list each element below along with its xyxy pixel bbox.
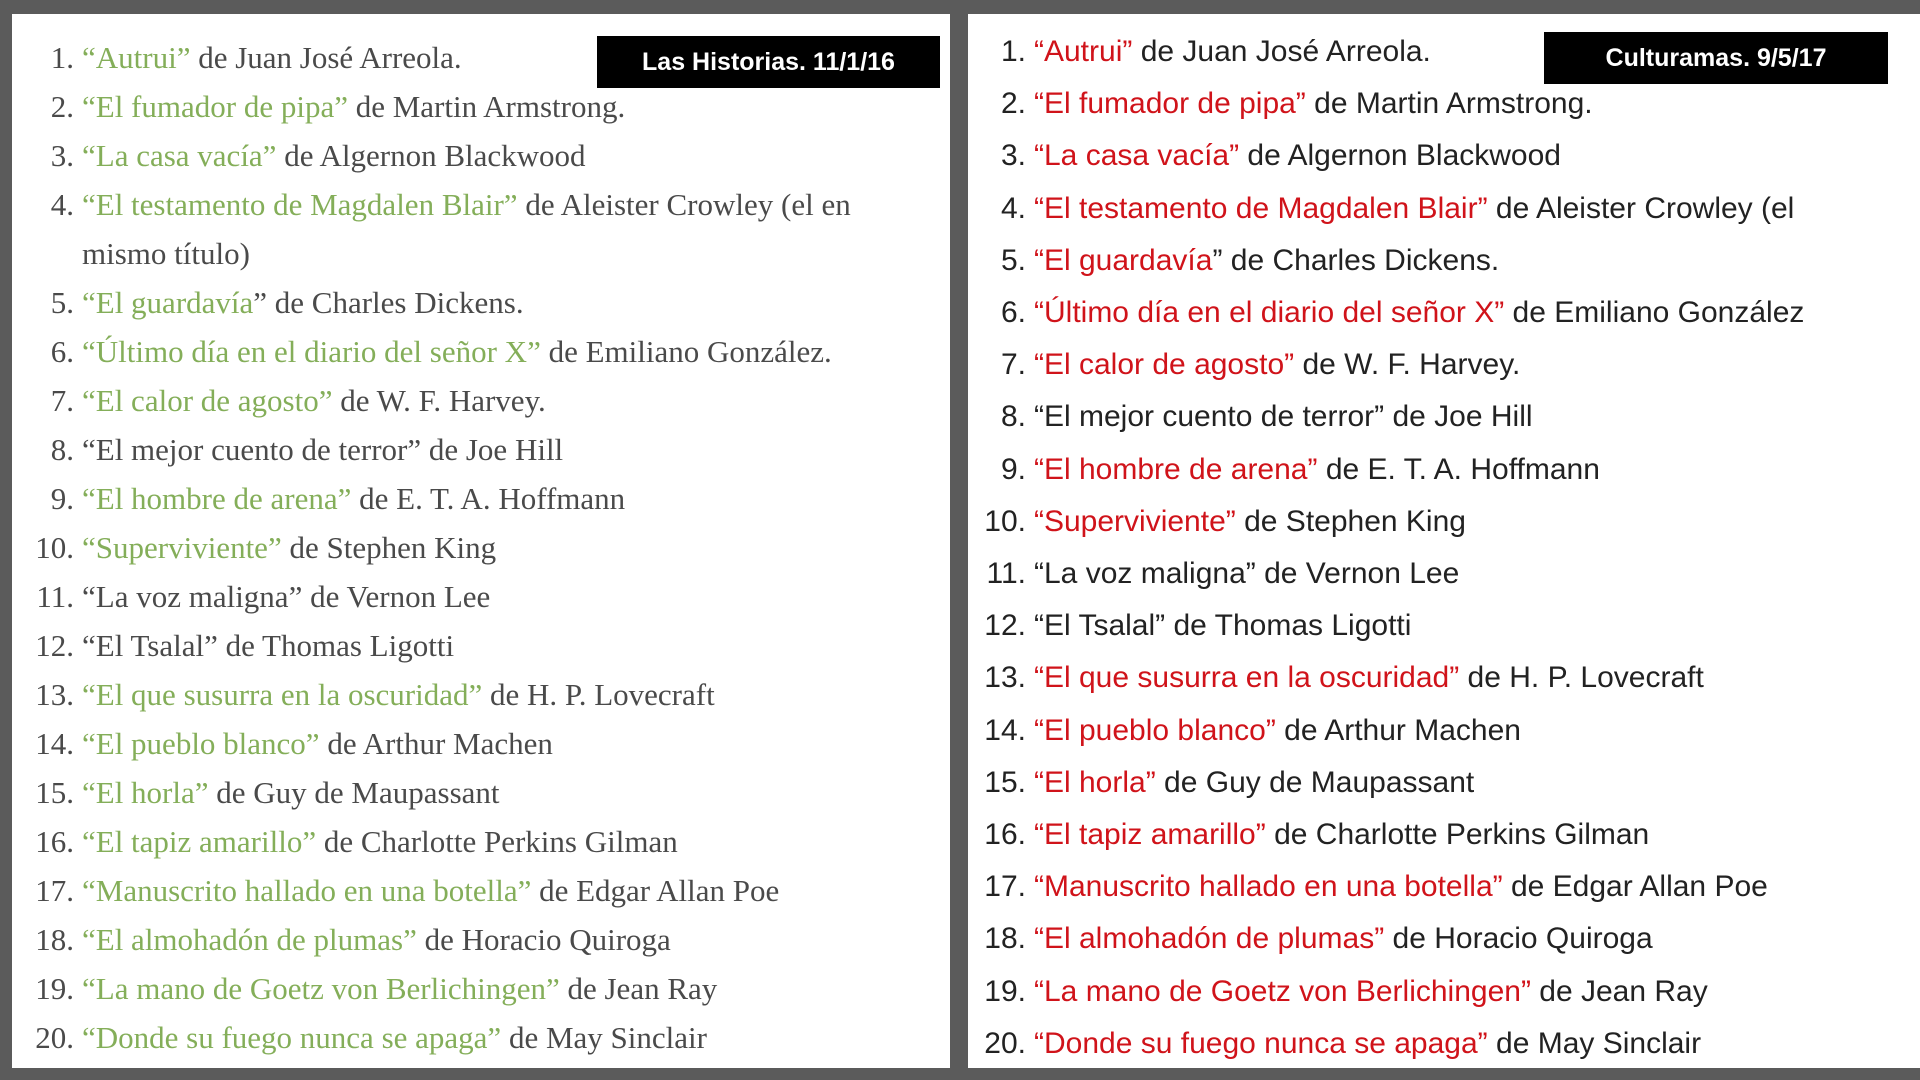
source-badge: Las Historias. 11/1/16	[597, 36, 940, 88]
list-item	[12, 719, 950, 768]
list-item	[12, 278, 950, 327]
item-number: 4.	[50, 187, 74, 222]
list-item	[12, 866, 950, 915]
item-number: 13.	[984, 661, 1026, 695]
story-title: “El fumador de pipa”	[82, 89, 348, 124]
list-item	[968, 809, 1920, 861]
list-item	[12, 915, 950, 964]
list-item	[12, 474, 950, 523]
story-author: de Algernon Blackwood	[276, 138, 586, 173]
story-author: de Vernon Lee	[302, 579, 491, 614]
list-item	[12, 376, 950, 425]
story-author: de E. T. A. Hoffmann	[1317, 452, 1600, 486]
story-author: ” de Charles Dickens.	[253, 285, 524, 320]
list-item	[12, 523, 950, 572]
story-author: de Aleister Crowley (el	[1487, 191, 1795, 225]
item-number: 15.	[35, 775, 74, 810]
item-number: 9.	[1000, 452, 1026, 486]
item-number: 14.	[984, 713, 1026, 747]
story-title: “La voz maligna”	[82, 579, 303, 614]
story-title: “Donde su fuego nunca se apaga”	[82, 1020, 502, 1055]
story-title: “El mejor cuento de terror”	[82, 432, 422, 467]
item-number: 18.	[984, 922, 1026, 956]
item-number: 6.	[50, 334, 74, 369]
story-author: de Emiliano González	[1504, 296, 1805, 330]
story-title: “Último día en el diario del señor X”	[82, 334, 541, 369]
story-author: de Arthur Machen	[1275, 713, 1521, 747]
story-title: “Manuscrito hallado en una botella”	[1034, 870, 1503, 904]
item-number: 18.	[35, 922, 74, 957]
list-item	[968, 913, 1920, 965]
item-number: 8.	[1000, 400, 1026, 434]
story-author: de Guy de Maupassant	[1155, 765, 1475, 799]
story-author: de H. P. Lovecraft	[482, 677, 715, 712]
item-number: 11.	[36, 579, 74, 614]
story-title: “El que susurra en la oscuridad”	[82, 677, 483, 712]
story-author: de Horacio Quiroga	[1384, 922, 1653, 956]
list-item	[968, 966, 1920, 1018]
item-number: 10.	[35, 530, 74, 565]
story-title: “Autrui”	[82, 40, 191, 75]
story-title: “El horla”	[1034, 765, 1156, 799]
item-number: 11.	[986, 557, 1026, 591]
story-title: “El que susurra en la oscuridad”	[1034, 661, 1460, 695]
list-item	[12, 425, 950, 474]
list-item	[968, 287, 1920, 339]
story-author: de W. F. Harvey.	[332, 383, 546, 418]
story-title: “Autrui”	[1034, 35, 1133, 68]
source-badge: Culturamas. 9/5/17	[1544, 32, 1888, 84]
story-author-continuation: mismo título)	[82, 236, 250, 271]
item-number: 1.	[50, 40, 74, 75]
item-number: 15.	[984, 765, 1026, 799]
story-title: “El hombre de arena”	[1034, 452, 1318, 486]
story-author: de Arthur Machen	[319, 726, 553, 761]
item-number: 5.	[50, 285, 74, 320]
story-title: “Superviviente”	[1034, 504, 1236, 538]
story-author: de Algernon Blackwood	[1239, 139, 1561, 173]
list-item	[12, 82, 950, 131]
story-author: de Stephen King	[1235, 504, 1466, 538]
story-title: “El pueblo blanco”	[1034, 713, 1276, 747]
item-number: 17.	[35, 873, 74, 908]
story-author: de Stephen King	[281, 530, 497, 565]
story-author: de Horacio Quiroga	[416, 922, 671, 957]
item-number: 3.	[1000, 139, 1026, 173]
story-author: de W. F. Harvey.	[1294, 348, 1521, 382]
story-author: de Juan José Arreola.	[190, 40, 462, 75]
item-number: 8.	[50, 432, 74, 467]
list-item	[968, 444, 1920, 496]
item-number: 16.	[35, 824, 74, 859]
story-author: de Juan José Arreola.	[1132, 35, 1431, 68]
item-number: 12.	[35, 628, 74, 663]
list-item	[968, 600, 1920, 652]
story-title: “El hombre de arena”	[82, 481, 352, 516]
list-item	[12, 964, 950, 1013]
story-title: “Donde su fuego nunca se apaga”	[1034, 1026, 1488, 1060]
item-number: 3.	[50, 138, 74, 173]
story-title: “La mano de Goetz von Berlichingen”	[82, 971, 560, 1006]
story-author: de Aleister Crowley (el en	[517, 187, 851, 222]
list-item	[12, 621, 950, 670]
list-item	[12, 1013, 950, 1062]
list-item	[12, 327, 950, 376]
list-item	[12, 131, 950, 180]
story-title: “Superviviente”	[82, 530, 282, 565]
story-title: “El tapiz amarillo”	[1034, 818, 1266, 852]
item-number: 4.	[1000, 191, 1026, 225]
item-number: 10.	[984, 504, 1026, 538]
story-author: de Martin Armstrong.	[347, 89, 626, 124]
story-title: “La voz maligna”	[1034, 557, 1256, 591]
story-author: de Edgar Allan Poe	[1502, 870, 1768, 904]
item-number: 19.	[984, 974, 1026, 1008]
story-author: de Vernon Lee	[1255, 557, 1460, 591]
item-number: 9.	[50, 481, 74, 516]
list-item	[968, 183, 1920, 235]
story-author: de Edgar Allan Poe	[531, 873, 780, 908]
story-list	[12, 33, 950, 1062]
item-number: 20.	[35, 1020, 74, 1055]
list-item	[968, 705, 1920, 757]
story-title: “El horla”	[82, 775, 209, 810]
story-title: “El fumador de pipa”	[1034, 87, 1306, 121]
list-item	[12, 670, 950, 719]
story-title: “El mejor cuento de terror”	[1034, 400, 1385, 434]
story-title: “El almohadón de plumas”	[1034, 922, 1385, 956]
item-number: 2.	[1000, 87, 1026, 121]
item-number: 7.	[1000, 348, 1026, 382]
item-number: 7.	[50, 383, 74, 418]
story-author: de Martin Armstrong.	[1305, 87, 1593, 121]
story-list	[968, 26, 1920, 1068]
story-title: “El almohadón de plumas”	[82, 922, 417, 957]
story-author: de Joe Hill	[421, 432, 564, 467]
story-title: “La casa vacía”	[1034, 139, 1240, 173]
story-title: “El Tsalal”	[82, 628, 218, 663]
list-item	[968, 548, 1920, 600]
item-number: 16.	[984, 818, 1026, 852]
story-author: de Charlotte Perkins Gilman	[316, 824, 678, 859]
story-title: “El calor de agosto”	[1034, 348, 1295, 382]
story-author: de Emiliano González.	[540, 334, 832, 369]
list-item	[12, 572, 950, 621]
right-panel-culturamas	[968, 14, 1920, 1068]
story-title: “La mano de Goetz von Berlichingen”	[1034, 974, 1531, 1008]
story-author: de E. T. A. Hoffmann	[351, 481, 626, 516]
list-item	[968, 652, 1920, 704]
item-number: 6.	[1000, 296, 1026, 330]
item-number: 12.	[984, 609, 1026, 643]
story-author: de Thomas Ligotti	[217, 628, 455, 663]
item-number: 5.	[1000, 243, 1026, 277]
story-title: “El tapiz amarillo”	[82, 824, 317, 859]
story-title: “Último día en el diario del señor X”	[1034, 296, 1505, 330]
list-item	[968, 235, 1920, 287]
list-item	[968, 78, 1920, 130]
story-title: “El guardavía	[1034, 243, 1213, 277]
list-item	[968, 496, 1920, 548]
story-author: de Jean Ray	[1530, 974, 1708, 1008]
story-title: “El guardavía	[82, 285, 254, 320]
story-title: “Manuscrito hallado en una botella”	[82, 873, 532, 908]
list-item	[12, 817, 950, 866]
story-title: “El pueblo blanco”	[82, 726, 320, 761]
story-author: de Joe Hill	[1384, 400, 1533, 434]
story-title: “El Tsalal”	[1034, 609, 1166, 643]
item-number: 13.	[35, 677, 74, 712]
list-item	[968, 391, 1920, 443]
left-panel-las-historias	[12, 14, 950, 1068]
list-item	[12, 180, 950, 278]
item-number: 2.	[50, 89, 74, 124]
list-item	[968, 1018, 1920, 1068]
item-number: 1.	[1000, 35, 1026, 68]
story-author: de May Sinclair	[501, 1020, 707, 1055]
story-author: de H. P. Lovecraft	[1459, 661, 1704, 695]
list-item	[968, 339, 1920, 391]
story-title: “El testamento de Magdalen Blair”	[1034, 191, 1488, 225]
story-author: de Charlotte Perkins Gilman	[1265, 818, 1650, 852]
item-number: 20.	[984, 1026, 1026, 1060]
item-number: 17.	[984, 870, 1026, 904]
story-author: de Guy de Maupassant	[208, 775, 500, 810]
list-item	[12, 768, 950, 817]
story-author: ” de Charles Dickens.	[1212, 243, 1500, 277]
list-item	[968, 130, 1920, 182]
story-author: de Thomas Ligotti	[1165, 609, 1412, 643]
story-author: de Jean Ray	[559, 971, 718, 1006]
list-item	[968, 757, 1920, 809]
story-author: de May Sinclair	[1487, 1026, 1702, 1060]
story-title: “El calor de agosto”	[82, 383, 333, 418]
story-title: “El testamento de Magdalen Blair”	[82, 187, 518, 222]
list-item	[968, 861, 1920, 913]
item-number: 19.	[35, 971, 74, 1006]
story-title: “La casa vacía”	[82, 138, 277, 173]
item-number: 14.	[35, 726, 74, 761]
